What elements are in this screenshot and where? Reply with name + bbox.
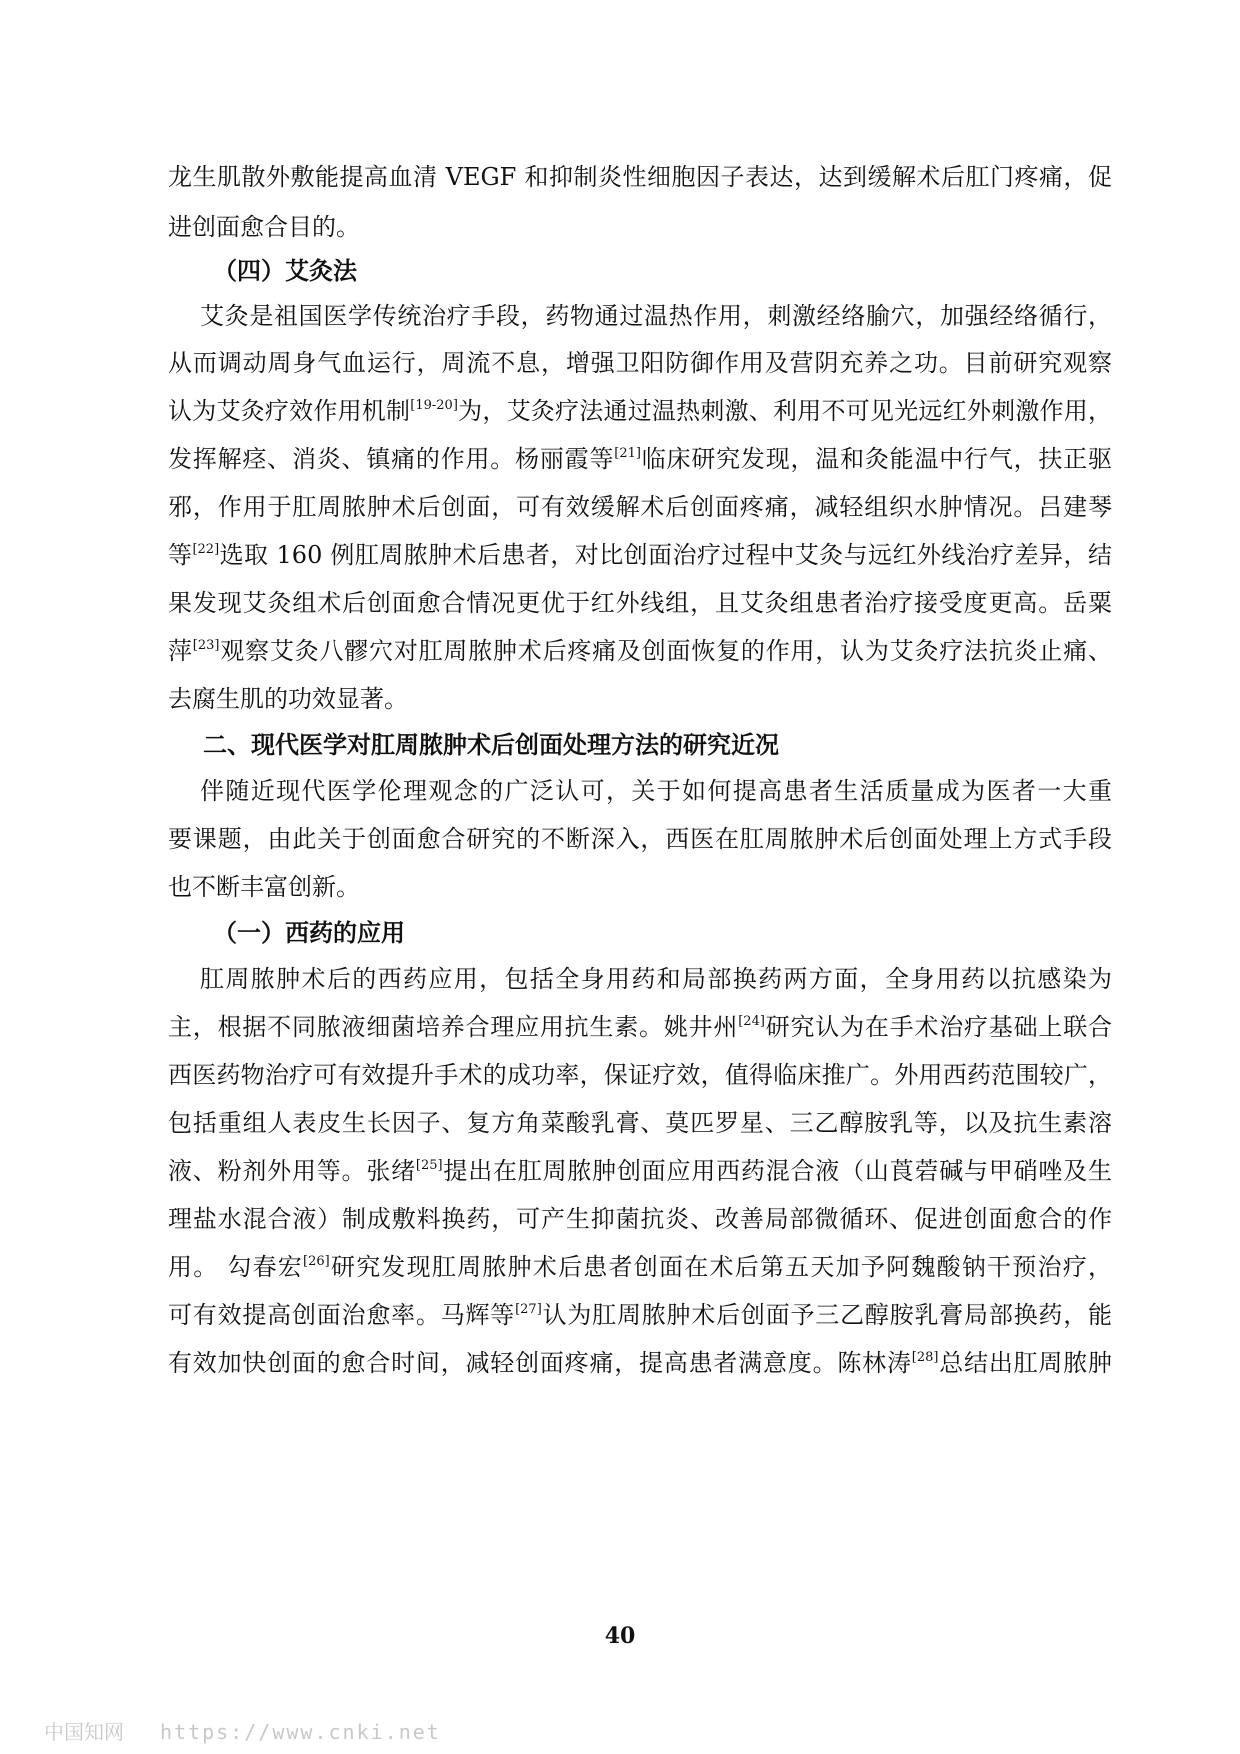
body-line — [168, 1300, 1112, 1330]
body-line — [168, 1204, 1112, 1234]
body-line — [168, 636, 1112, 666]
text-run: 去腐生肌的功效显著。 — [168, 685, 408, 713]
section-heading: 二、现代医学对肛周脓肿术后创面处理方法的研究近况 — [203, 730, 779, 759]
text-run: 可有效提高创面治愈率。马辉等 — [168, 1301, 516, 1329]
text-run: 也不断丰富创新。 — [168, 873, 360, 901]
text-run: 主，根据不同脓液细菌培养合理应用抗生素。姚井州 — [168, 1013, 739, 1041]
citation[interactable]: [26] — [303, 1254, 330, 1269]
section-heading: （一）西药的应用 — [213, 918, 405, 947]
text-run: 理盐水混合液）制成敷料换药，可产生抑菌抗炎、改善局部微循环、促进创面愈合的作 — [168, 1205, 1112, 1233]
citation[interactable]: [24] — [738, 1014, 765, 1029]
body-line — [168, 1156, 1112, 1186]
text-run: 萍 — [168, 637, 193, 665]
citation[interactable]: [21] — [614, 446, 641, 461]
text-run: 从而调动周身气血运行，周流不息，增强卫阳防御作用及营阴充养之功。目前研究观察 — [168, 349, 1112, 377]
body-line — [168, 492, 1112, 522]
body-line — [168, 348, 1112, 378]
body-line — [168, 444, 1112, 474]
text-run: 液、粉剂外用等。张绪 — [168, 1157, 416, 1185]
text-run: 西医药物治疗可有效提升手术的成功率，保证疗效，值得临床推广。外用西药范围较广， — [168, 1061, 1112, 1089]
text-run: 临床研究发现，温和灸能温中行气，扶正驱 — [640, 445, 1113, 473]
citation[interactable]: [19-20] — [410, 398, 458, 413]
cnki-watermark — [44, 1716, 441, 1745]
citation[interactable]: [27] — [515, 1302, 542, 1317]
body-line — [168, 872, 1112, 902]
body-line — [168, 540, 1112, 570]
text-run: 认为肛周脓肿术后创面予三乙醇胺乳膏局部换药，能 — [541, 1301, 1113, 1329]
text-run: 要课题，由此关于创面愈合研究的不断深入，西医在肛周脓肿术后创面处理上方式手段 — [168, 825, 1112, 853]
text-run: 包括重组人表皮生长因子、复方角菜酸乳膏、莫匹罗星、三乙醇胺乳等，以及抗生素溶 — [168, 1109, 1112, 1137]
page-number: 40 — [604, 1623, 636, 1649]
text-run: 认为艾灸疗效作用机制 — [168, 397, 411, 425]
body-line — [168, 1348, 1112, 1378]
text-run: 研究认为在手术治疗基础上联合 — [764, 1013, 1113, 1041]
text-run: 为，艾灸疗法通过温热刺激、利用不可见光远红外刺激作用， — [457, 397, 1113, 425]
body-line — [168, 824, 1112, 854]
body-line — [200, 964, 1112, 994]
body-line — [168, 1060, 1112, 1090]
text-run: 果发现艾灸组术后创面愈合情况更优于红外线组，且艾灸组患者治疗接受度更高。岳粟 — [168, 589, 1112, 617]
text-run: 用。 勾春宏 — [168, 1253, 304, 1281]
citation[interactable]: [28] — [911, 1350, 939, 1365]
body-line — [168, 1012, 1112, 1042]
body-line — [168, 588, 1112, 618]
citation[interactable]: [22] — [192, 542, 220, 557]
section-heading: （四）艾灸法 — [213, 256, 357, 285]
body-line — [168, 396, 1112, 426]
text-run: 发挥解痉、消炎、镇痛的作用。杨丽霞等 — [168, 445, 615, 473]
body-line — [168, 162, 1112, 192]
text-run: 提出在肛周脓肿创面应用西药混合液（山莨菪碱与甲硝唑及生 — [442, 1157, 1112, 1185]
text-run: 邪，作用于肛周脓肿术后创面，可有效缓解术后创面疼痛，减轻组织水肿情况。吕建琴 — [168, 493, 1112, 521]
body-line — [168, 1252, 1112, 1282]
text-run: 进创面愈合目的。 — [168, 213, 360, 241]
text-run: 伴随近现代医学伦理观念的广泛认可，关于如何提高患者生活质量成为医者一大重 — [200, 777, 1112, 805]
watermark-url[interactable]: https://www.cnki.net — [160, 1720, 441, 1744]
body-line — [168, 1108, 1112, 1138]
text-run: 总结出肛周脓肿 — [938, 1349, 1112, 1377]
body-line — [168, 684, 1112, 714]
text-run: 等 — [168, 541, 193, 569]
text-run: 有效加快创面的愈合时间，减轻创面疼痛，提高患者满意度。陈林涛 — [168, 1349, 912, 1377]
watermark-brand: 中国知网 — [44, 1720, 124, 1744]
body-line — [200, 776, 1112, 806]
text-run: 观察艾灸八髎穴对肛周脓肿术后疼痛及创面恢复的作用，认为艾灸疗法抗炎止痛、 — [219, 637, 1113, 665]
body-line — [200, 301, 1112, 331]
text-run: 选取 160 例肛周脓肿术后患者，对比创面治疗过程中艾灸与远红外线治疗差异，结 — [219, 541, 1113, 569]
citation[interactable]: [25] — [415, 1158, 443, 1173]
text-run: 艾灸是祖国医学传统治疗手段，药物通过温热作用，刺激经络腧穴，加强经络循行， — [200, 302, 1112, 330]
text-run: 肛周脓肿术后的西药应用，包括全身用药和局部换药两方面，全身用药以抗感染为 — [200, 965, 1112, 993]
citation[interactable]: [23] — [192, 638, 220, 653]
body-line — [168, 212, 1112, 242]
text-run: 研究发现肛周脓肿术后患者创面在术后第五天加予阿魏酸钠干预治疗， — [329, 1253, 1112, 1281]
text-run: 龙生肌散外敷能提高血清 VEGF 和抑制炎性细胞因子表达，达到缓解术后肛门疼痛，促 — [168, 163, 1112, 191]
